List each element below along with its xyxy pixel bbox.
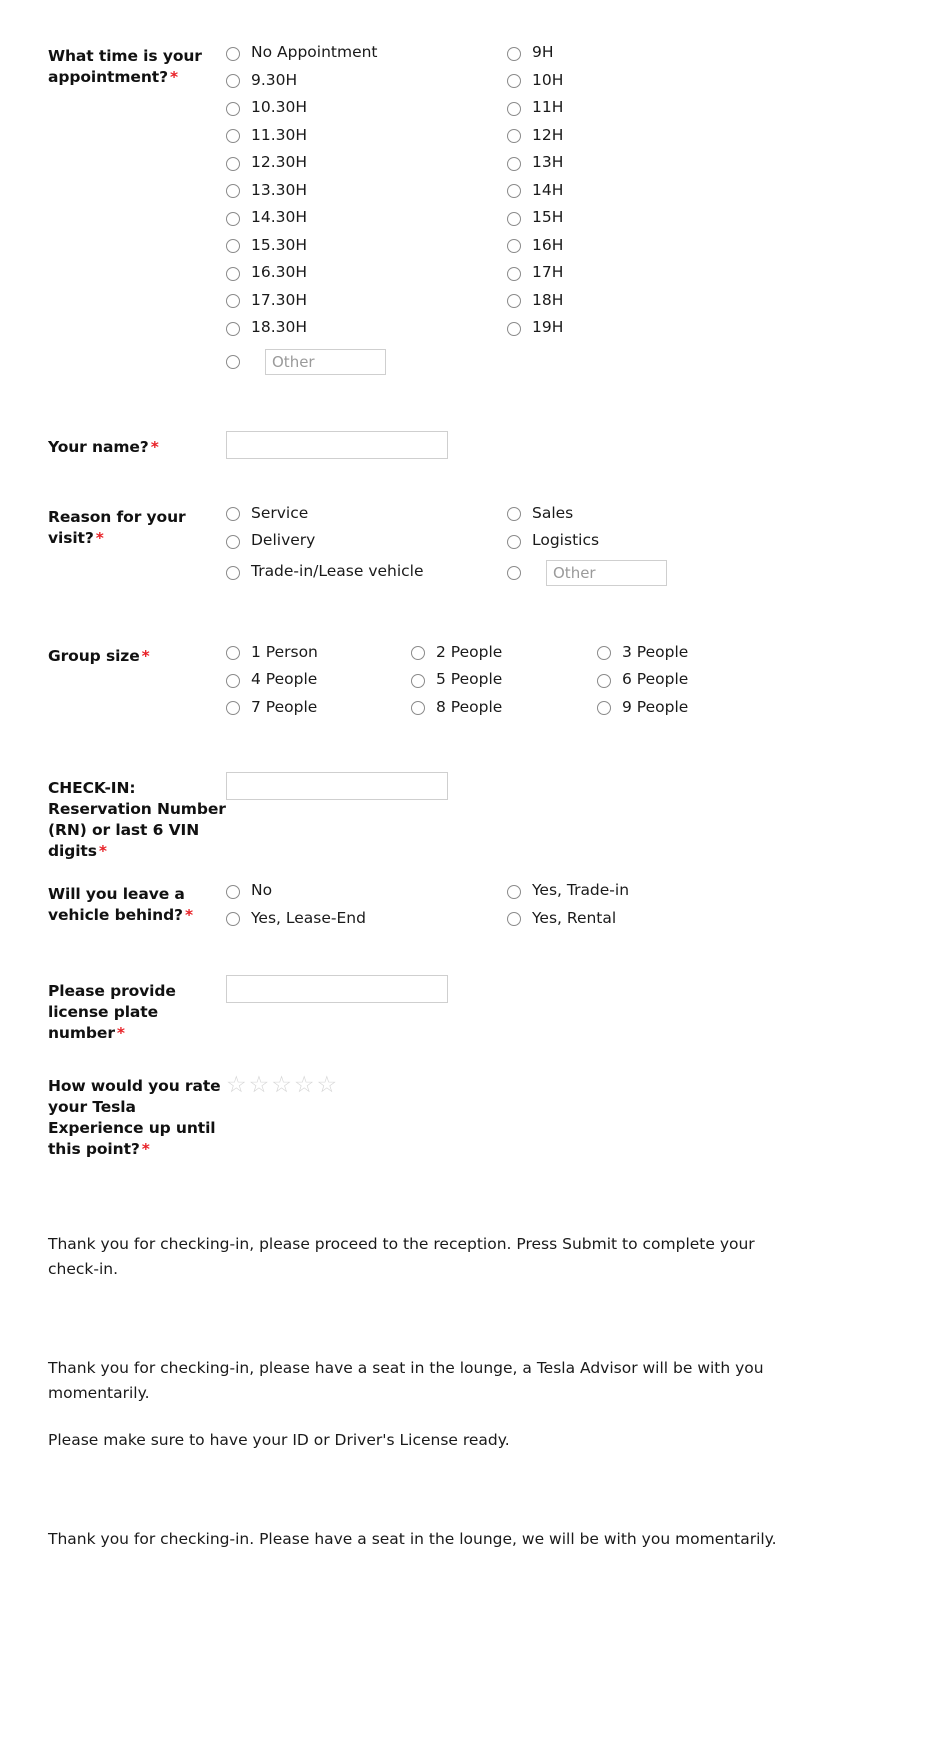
leave-vehicle-label-text: Will you leave a vehicle behind?: [48, 885, 185, 924]
option-yes-trade-in[interactable]: Yes, Trade-in: [507, 878, 882, 906]
appointment-other-input[interactable]: [265, 349, 386, 375]
radio-icon[interactable]: [411, 646, 425, 660]
option-3-people[interactable]: 3 People: [597, 640, 882, 668]
option-5-people[interactable]: 5 People: [411, 667, 597, 695]
radio-icon[interactable]: [226, 535, 240, 549]
star-icon-1[interactable]: ☆: [226, 1072, 247, 1098]
star-rating[interactable]: [226, 1070, 882, 1097]
radio-icon[interactable]: [226, 885, 240, 899]
option-930h[interactable]: 9.30H: [226, 68, 507, 96]
spacer: [48, 459, 882, 501]
radio-icon[interactable]: [226, 239, 240, 253]
radio-icon[interactable]: [507, 912, 521, 926]
option-1230h[interactable]: 12.30H: [226, 150, 507, 178]
option-trade-in-lease-vehicle[interactable]: Trade-in/Lease vehicle: [226, 556, 507, 590]
spacer: [48, 1044, 882, 1070]
radio-icon[interactable]: [226, 74, 240, 88]
message-seat-lounge-momentarily: Thank you for checking-in. Please have a seat in the lounge, we will be with you momentarily.: [48, 1530, 777, 1548]
radio-icon[interactable]: [226, 184, 240, 198]
required-asterisk: *: [98, 842, 107, 860]
radio-icon[interactable]: [597, 646, 611, 660]
experience-rating-stars-wrap: [226, 1070, 882, 1097]
star-icon-2[interactable]: ☆: [248, 1072, 270, 1098]
group-size-options: [226, 640, 882, 723]
radio-icon[interactable]: [507, 885, 521, 899]
your-name-label-text: Your name?: [48, 437, 149, 456]
question-check-in-reservation: [48, 772, 882, 862]
option-19h[interactable]: 19H: [507, 315, 882, 343]
spacer: [48, 862, 882, 878]
appointment-time-label-text: What time is your appointment?: [48, 47, 202, 86]
radio-icon[interactable]: [226, 646, 240, 660]
option-14h[interactable]: 14H: [507, 178, 882, 206]
radio-icon[interactable]: [507, 507, 521, 521]
option-1730h[interactable]: 17.30H: [226, 288, 507, 316]
star-icon-5[interactable]: ☆: [316, 1072, 338, 1098]
spacer: [48, 933, 882, 975]
question-appointment-time: [48, 40, 882, 381]
radio-icon[interactable]: [507, 322, 521, 336]
radio-icon[interactable]: [507, 566, 521, 580]
radio-icon[interactable]: [507, 74, 521, 88]
option-13h[interactable]: 13H: [507, 150, 882, 178]
radio-icon[interactable]: [507, 239, 521, 253]
required-asterisk: *: [141, 646, 150, 665]
license-plate-input[interactable]: [226, 975, 448, 1003]
required-asterisk: *: [169, 68, 178, 86]
option-17h[interactable]: 17H: [507, 260, 882, 288]
group-size-label-text: Group size: [48, 646, 140, 665]
reason-for-visit-label-text: Reason for your visit?: [48, 507, 186, 547]
option-delivery[interactable]: Delivery: [226, 528, 507, 556]
radio-icon[interactable]: [226, 47, 240, 61]
option-9-people[interactable]: 9 People: [597, 695, 882, 723]
radio-icon[interactable]: [507, 102, 521, 116]
option-15h[interactable]: 15H: [507, 205, 882, 233]
radio-icon[interactable]: [597, 674, 611, 688]
question-license-plate: [48, 975, 882, 1044]
appointment-time-grid: [226, 40, 882, 381]
radio-icon[interactable]: [507, 267, 521, 281]
reason-for-visit-options: [226, 501, 882, 590]
leave-vehicle-grid: [226, 878, 882, 933]
spacer: [48, 1160, 882, 1232]
radio-icon[interactable]: [507, 157, 521, 171]
option-sales[interactable]: Sales: [507, 501, 882, 529]
radio-icon[interactable]: [411, 674, 425, 688]
option-appointment-other[interactable]: [226, 343, 507, 381]
option-10h[interactable]: 10H: [507, 68, 882, 96]
option-logistics[interactable]: Logistics: [507, 528, 882, 556]
experience-rating-label-text: How would you rate your Tesla Experience up until this point?: [48, 1077, 221, 1158]
leave-vehicle-label: [48, 878, 226, 926]
radio-icon[interactable]: [226, 157, 240, 171]
spacer: [48, 722, 882, 772]
option-no[interactable]: No: [226, 878, 507, 906]
option-1030h[interactable]: 10.30H: [226, 95, 507, 123]
option-1-person[interactable]: 1 Person: [226, 640, 411, 668]
option-8-people[interactable]: 8 People: [411, 695, 597, 723]
license-plate-label: [48, 975, 226, 1044]
option-11h[interactable]: 11H: [507, 95, 882, 123]
option-16h[interactable]: 16H: [507, 233, 882, 261]
star-icon-3[interactable]: ☆: [271, 1072, 292, 1098]
option-1630h[interactable]: 16.30H: [226, 260, 507, 288]
group-size-grid: [226, 640, 882, 723]
reason-other-input[interactable]: [546, 560, 667, 586]
radio-icon[interactable]: [226, 674, 240, 688]
reason-for-visit-label: [48, 501, 226, 549]
radio-icon[interactable]: [226, 566, 240, 580]
option-reason-other[interactable]: [507, 556, 882, 590]
radio-icon[interactable]: [226, 267, 240, 281]
star-icon-4[interactable]: ☆: [293, 1072, 315, 1098]
radio-icon[interactable]: [226, 507, 240, 521]
radio-icon[interactable]: [507, 184, 521, 198]
required-asterisk: *: [184, 906, 193, 924]
your-name-field-wrap: [226, 431, 882, 459]
radio-icon[interactable]: [226, 294, 240, 308]
check-in-reservation-label-text: CHECK-IN: Reservation Number (RN) or last 6 VIN digits: [48, 779, 226, 860]
option-9h[interactable]: 9H: [507, 40, 882, 68]
option-yes-lease-end[interactable]: Yes, Lease-End: [226, 906, 507, 934]
radio-icon[interactable]: [226, 129, 240, 143]
required-asterisk: *: [95, 528, 104, 547]
radio-icon[interactable]: [507, 129, 521, 143]
radio-icon[interactable]: [597, 701, 611, 715]
option-4-people[interactable]: 4 People: [226, 667, 411, 695]
required-asterisk: *: [141, 1140, 150, 1158]
reason-for-visit-grid: [226, 501, 882, 590]
your-name-label: [48, 431, 226, 458]
option-18h[interactable]: 18H: [507, 288, 882, 316]
spacer: [48, 1282, 882, 1356]
radio-icon[interactable]: [507, 294, 521, 308]
group-size-label: [48, 640, 226, 667]
spacer: [48, 1453, 882, 1527]
check-in-reservation-input[interactable]: [226, 772, 448, 800]
spacer: [48, 590, 882, 640]
spacer: [507, 343, 882, 381]
radio-icon[interactable]: [507, 212, 521, 226]
radio-icon[interactable]: [507, 535, 521, 549]
check-in-reservation-label: [48, 772, 226, 862]
leave-vehicle-options: [226, 878, 882, 933]
check-in-reservation-field-wrap: [226, 772, 882, 800]
option-1830h[interactable]: 18.30H: [226, 315, 507, 343]
required-asterisk: *: [150, 437, 159, 456]
question-reason-for-visit: [48, 501, 882, 590]
radio-icon[interactable]: [226, 322, 240, 336]
message-id-drivers-license: Please make sure to have your ID or Driver's License ready.: [48, 1431, 510, 1449]
option-1330h[interactable]: 13.30H: [226, 178, 507, 206]
option-1530h[interactable]: 15.30H: [226, 233, 507, 261]
license-plate-field-wrap: [226, 975, 882, 1003]
radio-icon[interactable]: [226, 701, 240, 715]
experience-rating-label: [48, 1070, 226, 1160]
message-proceed-reception: Thank you for checking-in, please proceed to the reception. Press Submit to complete your check-in.: [48, 1235, 755, 1278]
appointment-time-options: [226, 40, 882, 381]
option-yes-rental[interactable]: Yes, Rental: [507, 906, 882, 934]
option-1430h[interactable]: 14.30H: [226, 205, 507, 233]
radio-icon[interactable]: [226, 212, 240, 226]
radio-icon[interactable]: [226, 355, 240, 369]
radio-icon[interactable]: [226, 102, 240, 116]
question-leave-vehicle: [48, 878, 882, 933]
option-1130h[interactable]: 11.30H: [226, 123, 507, 151]
spacer: [48, 381, 882, 431]
option-6-people[interactable]: 6 People: [597, 667, 882, 695]
option-service[interactable]: Service: [226, 501, 507, 529]
radio-icon[interactable]: [507, 47, 521, 61]
message-seat-lounge-advisor: Thank you for checking-in, please have a seat in the lounge, a Tesla Advisor will be with you momentarily.: [48, 1359, 764, 1402]
question-experience-rating: [48, 1070, 882, 1160]
your-name-input[interactable]: [226, 431, 448, 459]
option-no-appointment[interactable]: No Appointment: [226, 40, 507, 68]
required-asterisk: *: [116, 1024, 125, 1042]
option-2-people[interactable]: 2 People: [411, 640, 597, 668]
license-plate-label-text: Please provide license plate number: [48, 982, 176, 1042]
appointment-time-label: [48, 40, 226, 88]
option-7-people[interactable]: 7 People: [226, 695, 411, 723]
question-your-name: [48, 431, 882, 459]
option-12h[interactable]: 12H: [507, 123, 882, 151]
question-group-size: [48, 640, 882, 723]
radio-icon[interactable]: [411, 701, 425, 715]
radio-icon[interactable]: [226, 912, 240, 926]
